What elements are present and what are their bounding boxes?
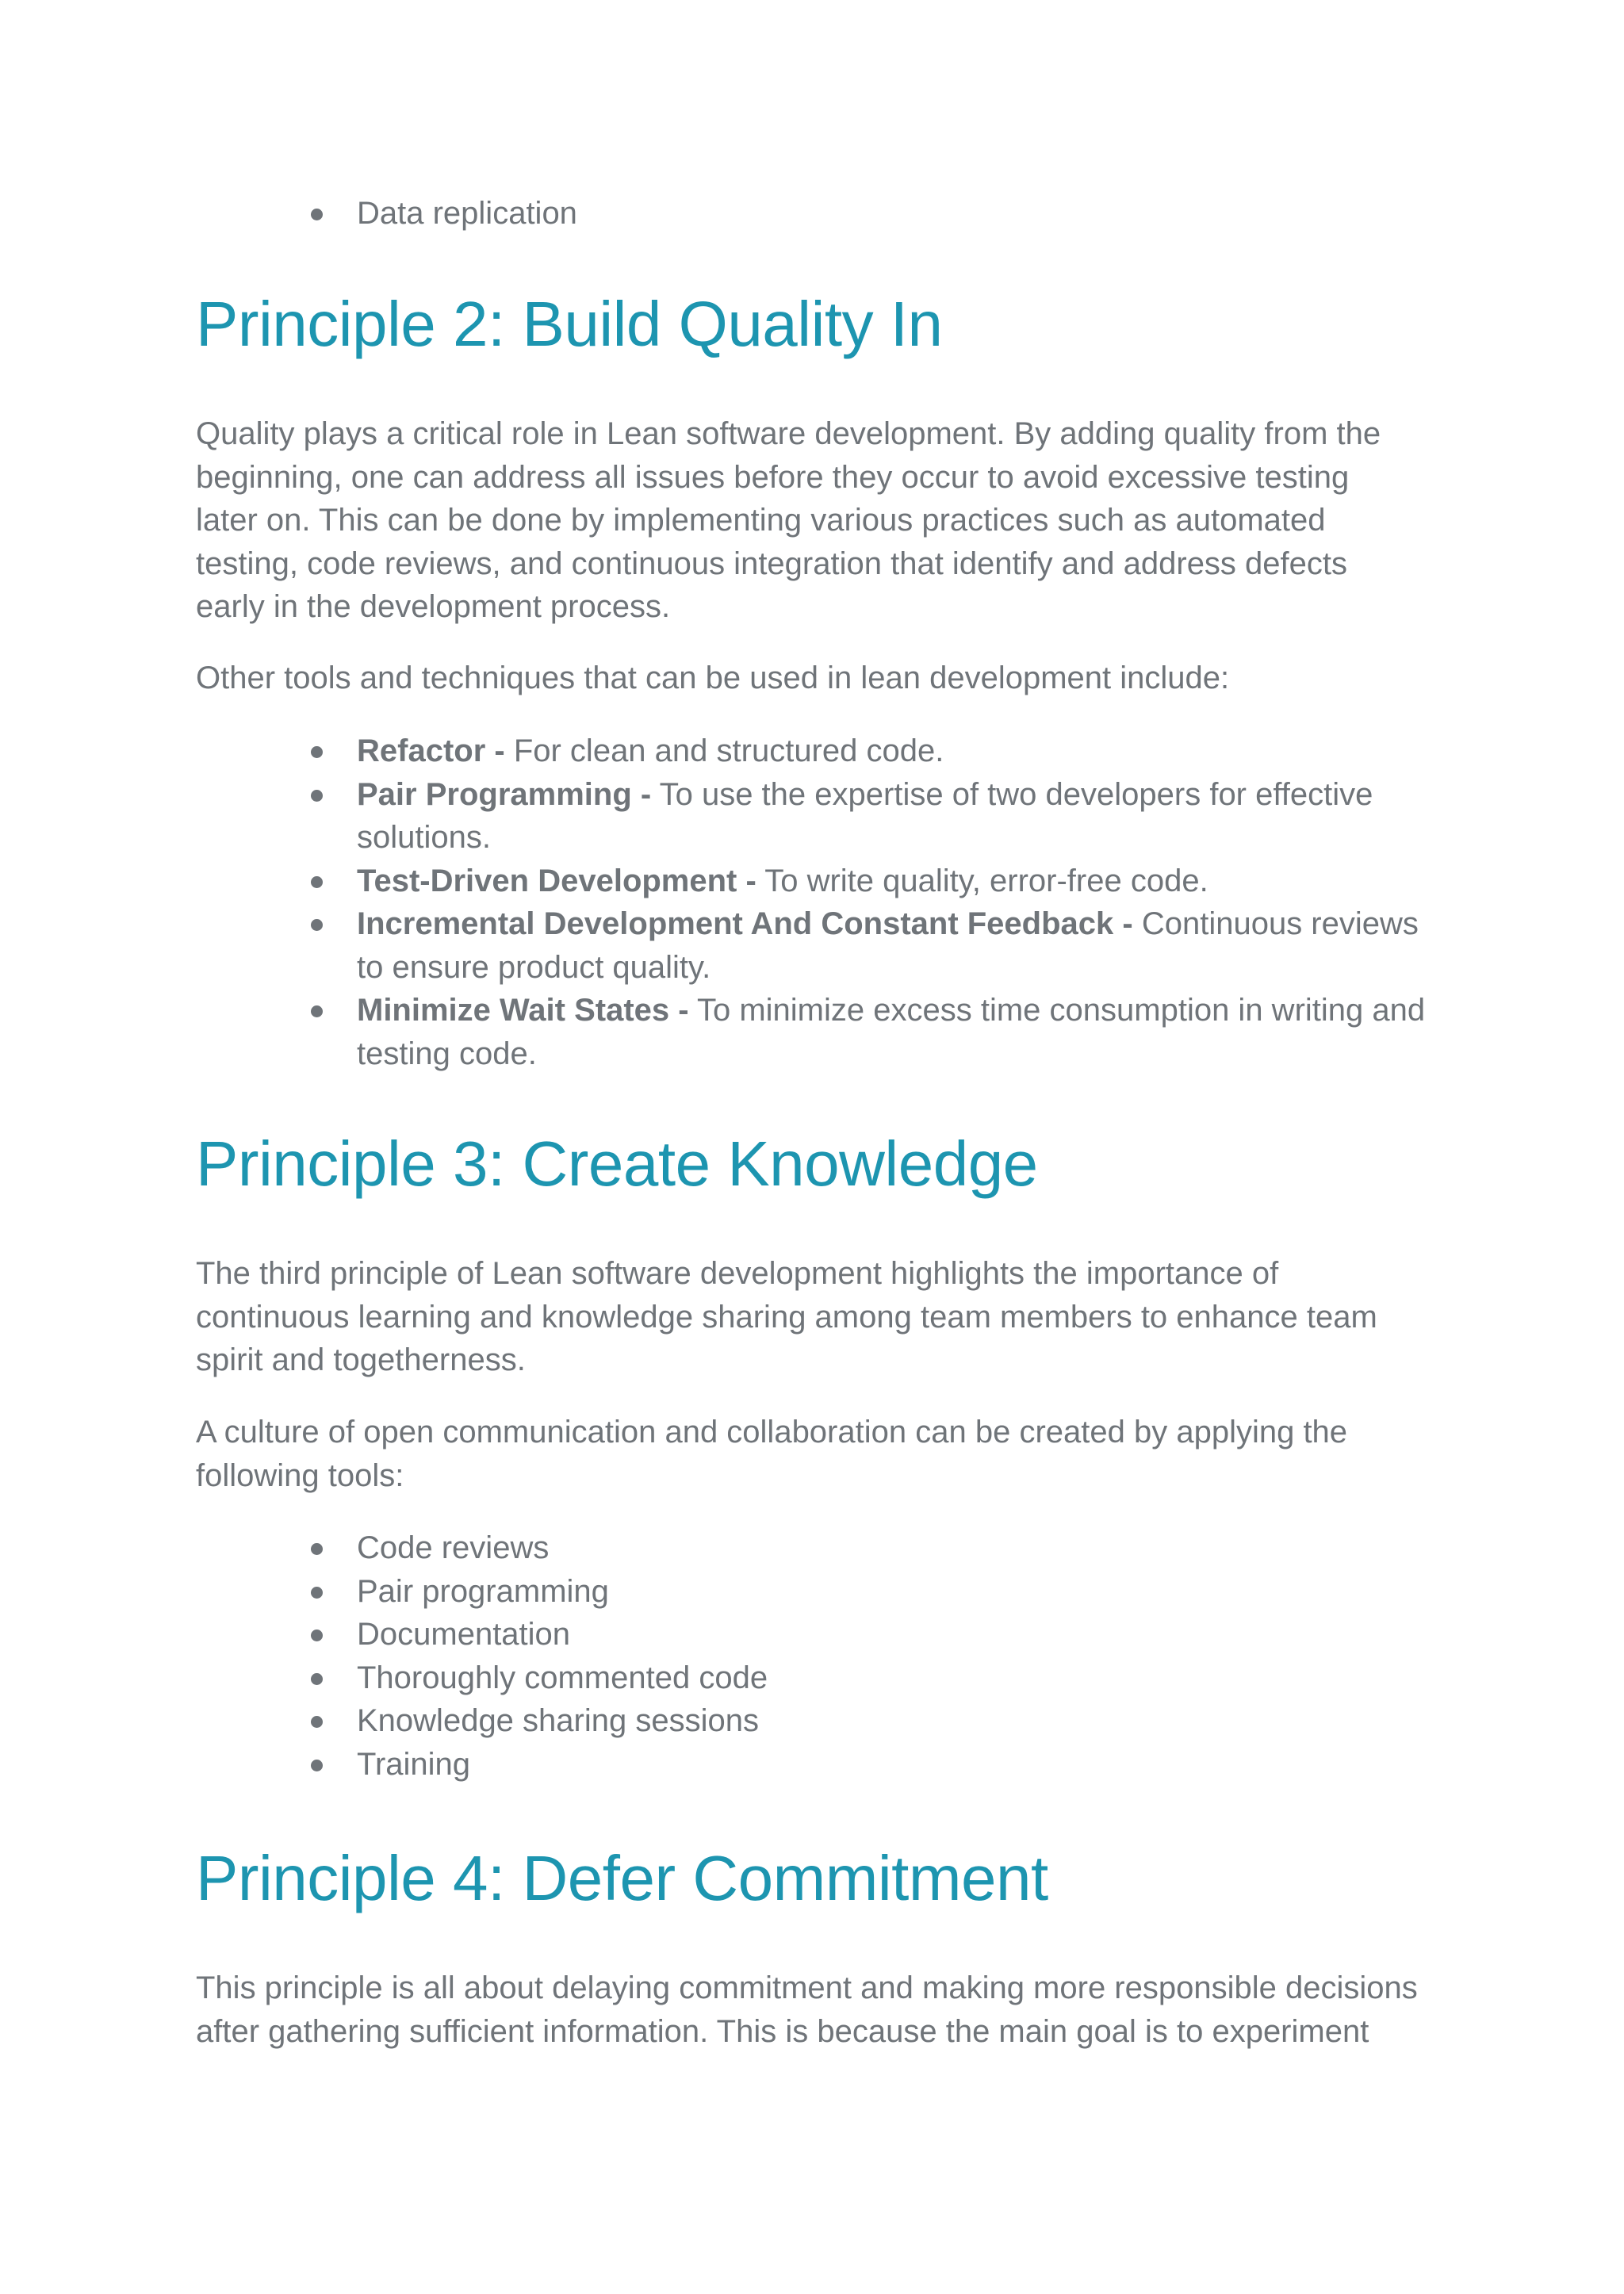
bullet-icon [311,876,323,888]
list-item [196,860,1433,903]
section-heading: Principle 4: Defer Commitment [196,1843,1048,1913]
list-item-text: Thoroughly commented code [357,1660,768,1695]
list-item [196,1743,1433,1787]
list-item-term: Minimize Wait States - [357,993,689,1028]
list-item [196,1656,1433,1700]
tools-bullet-list [196,1526,1433,1786]
list-item-term: Pair Programming - [357,776,652,812]
bullet-icon [311,1716,323,1728]
bullet-icon [311,1673,323,1685]
list-item [196,989,1433,1075]
list-item [196,1570,1433,1614]
section-paragraph: Quality plays a critical role in Lean software development. By adding quality from the beginning, one can address all issues before they occur to avoid excessive testing later on. This can be done by implementing various practices such as automated testing, code reviews, and continuous integration that identify and address defects early in the development process. [196,416,1381,624]
bullet-icon [311,1760,323,1771]
list-item-text: Documentation [357,1617,571,1652]
list-item-term: Refactor - [357,733,505,768]
top-bullet-list [196,192,1433,236]
tools-bullet-list [196,730,1433,1075]
list-item [196,1526,1433,1570]
list-item-description: For clean and structured code. [504,733,944,768]
list-item-description: To minimize excess time consumption in writing and testing code. [357,993,1426,1071]
bullet-icon [311,1587,323,1599]
bullet-icon [311,1630,323,1641]
bullet-icon [311,790,323,802]
list-item [196,192,1433,236]
section-paragraph: This principle is all about delaying commitment and making more responsible decisions after gathering sufficient information. This is because the main goal is to experiment [196,1970,1418,2049]
list-item-description: To write quality, error-free code. [756,863,1208,898]
list-item [196,730,1433,773]
list-item-text: Knowledge sharing sessions [357,1703,759,1738]
section-heading: Principle 2: Build Quality In [196,289,943,359]
list-item [196,1613,1433,1656]
list-item-text: Data replication [357,196,577,231]
list-item-description: Continuous reviews to ensure product quality. [357,906,1419,985]
list-item [196,1699,1433,1743]
section-paragraph: A culture of open communication and collaboration can be created by applying the following tools: [196,1415,1348,1493]
list-item-text [357,864,1208,898]
section-heading: Principle 3: Create Knowledge [196,1128,1038,1199]
bullet-icon [311,209,323,220]
section-paragraph: Other tools and techniques that can be used in lean development include: [196,661,1230,695]
bullet-icon [311,746,323,758]
list-item-text: Code reviews [357,1530,550,1565]
bullet-icon [311,919,323,931]
list-item-text [357,993,1425,1071]
list-item-text: Training [357,1746,471,1782]
list-item-text: Pair programming [357,1573,609,1609]
list-item [196,773,1433,860]
list-item-text [357,777,1373,856]
list-item-text [357,733,944,768]
list-item-description: To use the expertise of two developers for effective solutions. [357,776,1373,855]
section-paragraph: The third principle of Lean software development highlights the importance of continuous learning and knowledge sharing among team members to enhance team spirit and togetherness. [196,1256,1377,1377]
list-item-text [357,906,1419,985]
bullet-icon [311,1543,323,1555]
bullet-icon [311,1005,323,1017]
list-item-term: Test-Driven Development - [357,863,756,898]
list-item-term: Incremental Development And Constant Feedback - [357,906,1133,941]
list-item [196,902,1433,989]
